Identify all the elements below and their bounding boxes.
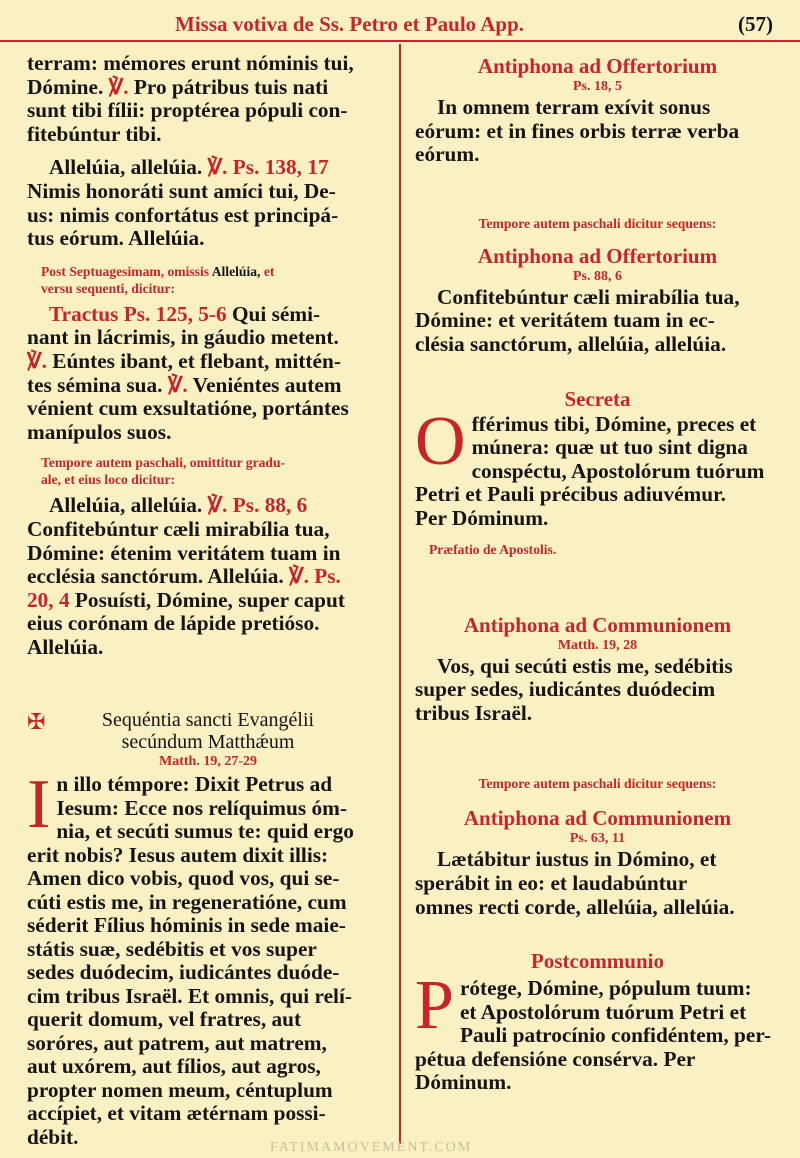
postcommunio-text bbox=[415, 967, 780, 1095]
drop-cap: O bbox=[415, 402, 466, 480]
secreta-text bbox=[415, 402, 780, 531]
text-line: tes sémina sua. bbox=[27, 372, 163, 397]
text-line: sunt tibi fílii: proptérea pópuli con- bbox=[27, 98, 348, 123]
text-line: manípulos suos. bbox=[27, 419, 172, 444]
communion-text bbox=[415, 655, 780, 726]
psalm-reference: 20, 4 bbox=[27, 587, 70, 612]
text-line: cim tribus Israël. Et omnis, qui relí- bbox=[27, 983, 352, 1008]
text-line: fitebúntur tibi. bbox=[27, 121, 162, 146]
text-line: Pauli patrocínio confidéntem, per- bbox=[459, 1023, 772, 1048]
text-line: vénient cum exsultatióne, portántes bbox=[27, 396, 349, 421]
text-line: In omnem terram exívit sonus bbox=[437, 95, 711, 119]
right-column bbox=[415, 52, 780, 1095]
text-line: Confitebúntur cæli mirabília tua, bbox=[437, 284, 740, 309]
text-line: múnera: quæ ut tuo sint digna bbox=[471, 435, 748, 460]
rubric-paschal: Tempore autem paschali dicitur sequens: bbox=[478, 215, 717, 231]
text-line: Dómine. bbox=[27, 74, 104, 99]
versicle-mark: ℣. bbox=[167, 372, 188, 397]
versicle-mark: ℣. bbox=[108, 74, 129, 99]
text-line: eórum: et in fines orbis terræ verba bbox=[415, 118, 740, 143]
offertory-text bbox=[415, 96, 780, 167]
offertory-heading: Antiphona ad Offertorium bbox=[477, 54, 718, 78]
psalm-reference: ℣. Ps. 88, 6 bbox=[207, 493, 308, 518]
gospel-heading: secúndum Matthǽum bbox=[121, 731, 295, 754]
text-line: eórum. bbox=[415, 142, 480, 167]
text-line: tribus Israël. bbox=[415, 700, 533, 725]
text-line: Iesum: Ecce nos relíquimus óm- bbox=[56, 795, 347, 820]
text-line: Allelúia. bbox=[27, 634, 104, 659]
text-line: débit. bbox=[27, 1124, 79, 1149]
text-line: Per Dóminum. bbox=[415, 505, 549, 530]
rubric-paschal bbox=[41, 454, 389, 488]
text-line: séderit Fílius hóminis in sede maie- bbox=[27, 913, 346, 938]
text-line: Vos, qui secúti estis me, sedébitis bbox=[437, 653, 733, 678]
text-line: super sedes, iudicántes duódecim bbox=[415, 677, 716, 702]
alleluia-paragraph bbox=[27, 156, 389, 250]
text-line: sedes duódecim, iudicántes duóde- bbox=[27, 960, 340, 985]
rubric-septuagesima bbox=[41, 263, 389, 297]
text-line: Lætábitur iustus in Dómino, et bbox=[437, 847, 717, 872]
offertory-reference: Ps. 18, 5 bbox=[573, 79, 622, 94]
offertory-reference: Ps. 88, 6 bbox=[573, 268, 622, 284]
text-line: us: nimis confortátus est principá- bbox=[27, 202, 339, 227]
text-line: nia, et secúti sumus te: quid ergo bbox=[56, 819, 354, 844]
text-line: propter nomen meum, céntuplum bbox=[27, 1077, 333, 1102]
text-line: Nimis honoráti sunt amíci tui, De- bbox=[27, 178, 336, 203]
text-line: sperábit in eo: et laudabúntur bbox=[415, 870, 688, 895]
text-line: tus eórum. Allelúia. bbox=[27, 226, 205, 251]
drop-cap: I bbox=[27, 766, 51, 844]
text-line: rótege, Dómine, pópulum tuum: bbox=[459, 976, 752, 1001]
gospel-section bbox=[27, 709, 389, 1149]
text-line: terram: mémores erunt nóminis tui, bbox=[27, 51, 354, 75]
text-line: Qui sémi- bbox=[231, 301, 321, 326]
watermark: FATIMAMOVEMENT.COM bbox=[270, 1140, 473, 1155]
psalm-reference: ℣. Ps. 138, 17 bbox=[207, 155, 329, 180]
rubric-paschal: Tempore autem paschali dicitur sequens: bbox=[478, 776, 717, 792]
gospel-heading: Sequéntia sancti Evangélii bbox=[101, 709, 315, 732]
offertory-text bbox=[415, 286, 780, 357]
text-line: Allelúia, allelúia. bbox=[49, 493, 203, 518]
text-line: Pro pátribus tuis nati bbox=[133, 74, 329, 99]
offertory-heading: Antiphona ad Offertorium bbox=[477, 243, 718, 268]
rubric-text: Tempore autem paschali, omittitur gradu- bbox=[41, 455, 286, 471]
text-line: clésia sanctórum, allelúia, allelúia. bbox=[415, 331, 727, 356]
rubric-text: Allelúia, bbox=[211, 263, 261, 279]
text-line: cúti estis me, in regeneratióne, cum bbox=[27, 889, 347, 914]
secreta-heading: Secreta bbox=[564, 386, 631, 411]
text-line: státis suæ, sedébitis et vos super bbox=[27, 936, 317, 961]
tractus-label: Tractus Ps. 125, 5-6 bbox=[49, 301, 227, 326]
text-line: erit nobis? Iesus autem dixit illis: bbox=[27, 842, 329, 867]
text-line: omnes recti corde, allelúia, allelúia. bbox=[415, 894, 735, 919]
text-line: et Apostolórum tuórum Petri et bbox=[459, 999, 747, 1024]
rubric-praefatio: Præfatio de Apostolis. bbox=[429, 541, 557, 557]
left-column bbox=[27, 52, 389, 1149]
psalm-reference: ℣. Ps. bbox=[289, 564, 341, 589]
text-line: eius corónam de lápide pretióso. bbox=[27, 611, 320, 636]
text-line: Amen dico vobis, quod vos, qui se- bbox=[27, 866, 340, 891]
text-line: Petri et Pauli précibus adiuvémur. bbox=[415, 482, 726, 507]
cross-icon: ✠ bbox=[27, 709, 46, 735]
text-line: conspéctu, Apostolórum tuórum bbox=[471, 458, 765, 483]
text-line: n illo témpore: Dixit Petrus ad bbox=[56, 772, 333, 797]
communion-reference: Matth. 19, 28 bbox=[557, 637, 638, 653]
text-line: Veniéntes autem bbox=[192, 372, 342, 397]
text-line: Dóminum. bbox=[415, 1070, 512, 1095]
text-line: pétua defensióne consérva. Per bbox=[415, 1046, 696, 1071]
verse-paragraph bbox=[27, 52, 389, 146]
paschal-alleluia-paragraph bbox=[27, 494, 389, 659]
gospel-reference: Matth. 19, 27-29 bbox=[159, 754, 257, 770]
text-line: accípiet, et vitam ætérnam possi- bbox=[27, 1101, 326, 1126]
page-number: (57) bbox=[738, 12, 773, 36]
text-line: aut uxórem, aut fílios, aut agros, bbox=[27, 1054, 321, 1079]
rubric-text: ale, et eius loco dicitur: bbox=[41, 472, 176, 488]
rubric-text: versu sequenti, dicitur: bbox=[41, 280, 176, 296]
text-line: nant in lácrimis, in gáudio metent. bbox=[27, 325, 339, 350]
page-header bbox=[0, 0, 800, 40]
communion-heading: Antiphona ad Communionem bbox=[463, 806, 732, 831]
page-title: Missa votiva de Ss. Petro et Paulo App. bbox=[175, 12, 525, 36]
header-rule bbox=[0, 40, 800, 42]
column-divider bbox=[399, 44, 401, 1144]
gospel-text bbox=[27, 766, 389, 1149]
text-line: Dómine: et veritátem tuam in ec- bbox=[415, 308, 715, 333]
text-line: Posuísti, Dómine, super caput bbox=[74, 587, 345, 612]
tractus-paragraph bbox=[27, 303, 389, 445]
text-line: soróres, aut patrem, aut matrem, bbox=[27, 1030, 327, 1055]
text-line: fférimus tibi, Dómine, preces et bbox=[471, 411, 757, 436]
postcommunio-heading: Postcommunio bbox=[531, 949, 664, 974]
drop-cap: P bbox=[415, 967, 454, 1045]
rubric-text: et bbox=[263, 263, 275, 279]
text-line: querit domum, vel fratres, aut bbox=[27, 1007, 302, 1032]
text-line: Dómine: étenim veritátem tuam in bbox=[27, 540, 341, 565]
text-line: ecclésia sanctórum. Allelúia. bbox=[27, 564, 284, 589]
communion-text bbox=[415, 848, 780, 919]
text-line: Eúntes ibant, et flebant, mittén- bbox=[52, 348, 341, 373]
communion-reference: Ps. 63, 11 bbox=[569, 831, 626, 847]
rubric-text: Post Septuagesimam, omissis bbox=[41, 263, 210, 279]
text-line: Confitebúntur cæli mirabília tua, bbox=[27, 516, 330, 541]
text-line: Allelúia, allelúia. bbox=[49, 155, 203, 180]
communion-heading: Antiphona ad Communionem bbox=[463, 612, 732, 637]
versicle-mark: ℣. bbox=[27, 348, 47, 373]
